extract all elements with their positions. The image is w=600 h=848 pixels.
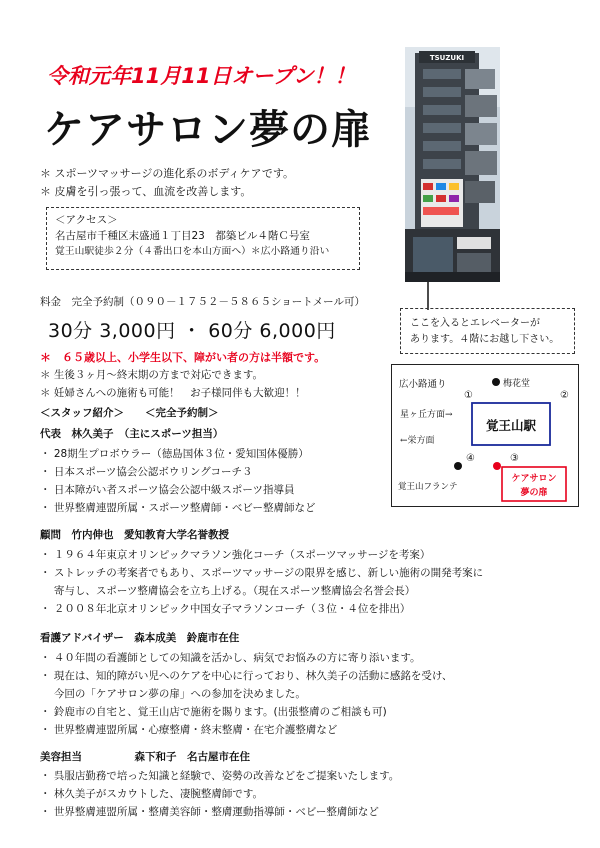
staff-2-item: ・ ２００８年北京オリンピック中国女子マラソンコーチ（３位・４位を排出） (40, 603, 411, 615)
map-street-label: 広小路通り (399, 379, 447, 390)
map-exit-1: ① (464, 390, 473, 401)
map-station-label: 覚王山駅 (485, 418, 537, 433)
staff-3-item: ・ 現在は、知的障がい児へのケアを中心に行っており、林久美子の活動に感銘を受け、 (40, 670, 453, 682)
map-marker-baikado (492, 378, 500, 386)
access-address: 名古屋市千種区末盛通１丁目23 都築ビル４階Ｃ号室 (55, 230, 310, 242)
discount-note: ＊ ６５歳以上、小学生以下、障がい者の方は半額です。 (40, 351, 326, 364)
access-map-drawing (392, 365, 580, 508)
building-photo (405, 47, 500, 282)
access-box (46, 207, 360, 270)
staff-2-heading: 顧問 竹内伸也 愛知教育大学名誉教授 (40, 529, 229, 541)
map-sakae-label: ←栄方面 (400, 436, 435, 446)
staff-2-item: ・ １９６４年東京オリンピックマラソン強化コーチ（スポーツマッサージを考案） (40, 549, 431, 561)
opening-date-title: 令和元年11月11日オープン！！ (47, 64, 356, 88)
staff-heading: ＜スタッフ紹介＞ ＜完全予約制＞ (40, 407, 219, 419)
staff-3-item: ・ ４０年間の看護師としての知識を活かし、病気でお悩みの方に寄り添います。 (40, 652, 421, 664)
map-marker-salon (493, 462, 501, 470)
price-main: 30分 3,000円 ・ 60分 6,000円 (48, 320, 336, 342)
staff-2-item: ・ ストレッチの考案者でもあり、スポーツマッサージの限界を感じ、新しい施術の開発考案に (40, 567, 484, 579)
elevator-note-box (400, 308, 575, 354)
map-hoshigaoka-label: 星ヶ丘方面→ (400, 410, 453, 420)
access-map (391, 364, 579, 507)
elevator-note-line-1: ここを入るとエレベーターが (410, 318, 540, 329)
map-marker-furante (454, 462, 462, 470)
staff-4-item: ・ 世界整膚連盟所属・整膚美容師・整膚運動指導師・ベビー整膚師など (40, 806, 379, 818)
staff-1-item: ・ 日本障がい者スポーツ協会公認中級スポーツ指導員 (40, 484, 295, 496)
staff-1-heading: 代表 林久美子 （主にスポーツ担当） (40, 428, 224, 440)
staff-3-item: 今回の「ケアサロン夢の扉」への参加を決めました。 (40, 688, 306, 700)
access-directions: 覚王山駅徒歩２分（４番出口を本山方面へ）＊広小路通り沿い (55, 246, 330, 257)
pricing-note-1: ＊ 生後３ヶ月～終末期の方まで対応できます。 (40, 369, 263, 381)
pricing-line: 料金 完全予約制（０９０－１７５２－５８６５ショートメール可） (40, 296, 365, 308)
building-photo-icon (405, 47, 500, 282)
building-sign: TSUZUKI (429, 54, 465, 62)
map-salon-label-2: 夢の扉 (520, 488, 548, 498)
staff-3-heading: 看護アドバイザー 森本成美 鈴鹿市在住 (40, 632, 240, 644)
staff-3-item: ・ 世界整膚連盟所属・心療整膚・終末整膚・在宅介護整膚など (40, 724, 338, 736)
elevator-note-line-2: あります。４階にお越し下さい。 (410, 334, 560, 345)
staff-1-item: ・ 世界整膚連盟所属・スポーツ整膚師・ベビー整膚師など (40, 502, 316, 514)
map-furante-label: 覚王山フランテ (398, 482, 458, 492)
map-exit-3: ③ (510, 453, 519, 464)
staff-1-item: ・ 28期生プロボウラー（徳島国体３位・愛知国体優勝） (40, 448, 309, 460)
pricing-note-2: ＊ 妊婦さんへの施術も可能！ お子様同伴も大歓迎！！ (40, 387, 306, 399)
staff-2-item: 寄与し、スポーツ整膚協会を立ち上げる。（現在スポーツ整膚協会名誉会長） (40, 585, 416, 597)
staff-3-item: ・ 鈴鹿市の自宅と、覚王山店で施術を賜ります。(出張整膚のご相談も可) (40, 706, 387, 718)
staff-1-item: ・ 日本スポーツ協会公認ボウリングコーチ３ (40, 466, 253, 478)
intro-line-2: ＊ 皮膚を引っ張って、血流を改善します。 (40, 185, 252, 198)
staff-4-heading: 美容担当 森下和子 名古屋市在住 (40, 751, 250, 763)
map-salon-label-1: ケアサロン (511, 474, 557, 484)
intro-line-1: ＊ スポーツマッサージの進化系のボディケアです。 (40, 167, 294, 180)
photo-connector-line (425, 282, 431, 310)
staff-4-item: ・ 呉服店勤務で培った知識と経験で、姿勢の改善などをご提案いたします。 (40, 770, 400, 782)
map-exit-2: ② (560, 390, 569, 401)
map-shop-label: 梅花堂 (503, 379, 531, 389)
staff-4-item: ・ 林久美子がスカウトした、凄腕整膚師です。 (40, 788, 263, 800)
map-exit-4: ④ (466, 453, 475, 464)
access-title: ＜アクセス＞ (55, 214, 118, 226)
salon-name-title: ケアサロン夢の扉 (44, 107, 372, 153)
